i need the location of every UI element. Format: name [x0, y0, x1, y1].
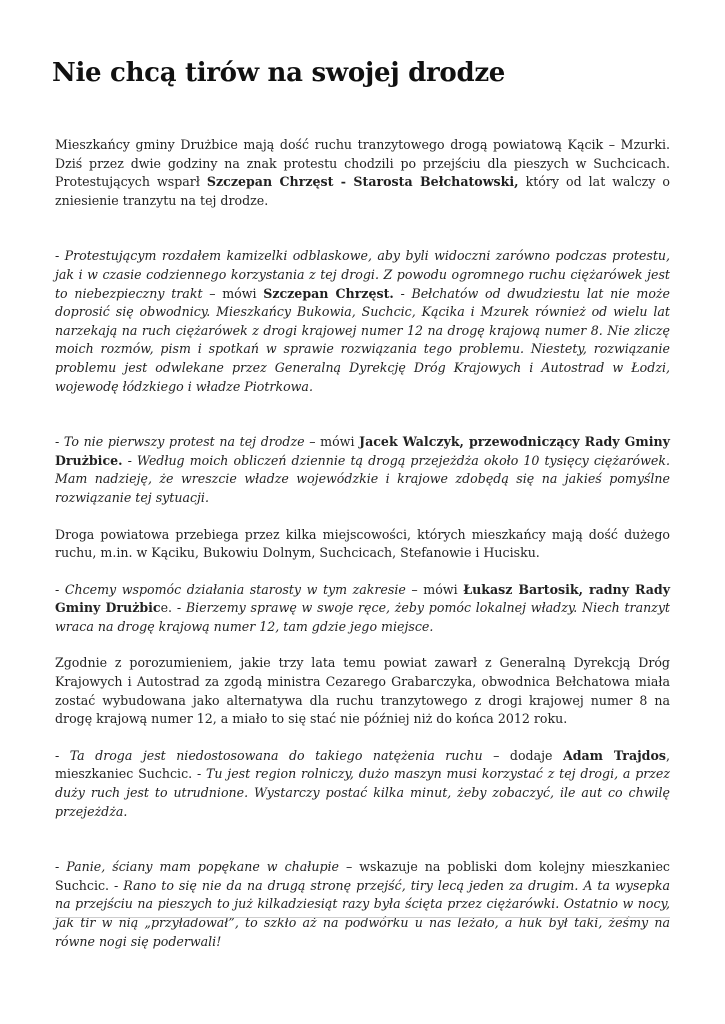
paragraph-quote-trajdos	[55, 747, 670, 821]
text-run: – wskazuje na pobliski dom kolejny mieszkaniec Suchcic.	[55, 859, 670, 893]
quote-text: - Bełchatów od dwudziestu lat nie może doprosić się obwodnicy. Mieszkańcy Bukowia, Suchcic, Kącika i Mzurek również od wielu lat narzekają na ruch ciężarówek z drogi krajowej numer 12 na drogę krajową numer 8. Nie zliczę moich rozmów, pism i spotkań w sprawie rozwiązania tego problemu. Niestety, rozwiązanie problemu jest odwlekane przez Generalną Dyrekcję Dróg Krajowych i Autostrad w Łodzi, wojewodę łódzkiego i władze Piotrkowa.	[55, 285, 671, 394]
person-name: Szczepan Chrzęst - Starosta Bełchatowski,	[206, 174, 519, 190]
article-title: Nie chcą tirów na swojej drodze	[52, 58, 506, 88]
text-run: – mówi	[304, 434, 360, 450]
article-body	[55, 136, 670, 951]
paragraph-quote-bartosik	[55, 581, 670, 637]
text-run: który od lat walczy o zniesienie tranzytu na tej drodze.	[55, 174, 670, 208]
quote-text: - Panie, ściany mam popękane w chałupie	[55, 859, 339, 875]
quote-text: - Bierzemy sprawę w swoje ręce, żeby pomóc lokalnej władzy. Niech tranzyt wraca na drogę krajową numer 12, tam gdzie jego miejsce.	[55, 600, 670, 634]
text-run: – mówi	[405, 581, 464, 597]
text-run: – dodaje	[482, 747, 563, 763]
quote-text: - Tu jest region rolniczy, dużo maszyn musi korzystać z tej drogi, a przez duży ruch jest to utrudnione. Wystarczy postać kilka minut, żeby zobaczyć, ile aut co chwilę przejeżdża.	[55, 766, 671, 819]
paragraph-intro	[55, 136, 670, 210]
text-run: Mieszkańcy gminy Drużbice mają dość ruchu tranzytowego drogą powiatową Kącik – Mzurki. Dziś przez dwie godziny na znak protestu chodzili po przejściu dla pieszych w Suchcicach. Protestujących wsparł	[55, 137, 670, 190]
person-name: Szczepan Chrzęst.	[263, 285, 394, 301]
quote-text: - Chcemy wspomóc działania starosty w tym zakresie	[55, 581, 406, 597]
quote-text: - Według moich obliczeń dziennie tą drogą przejeżdża około 10 tysięcy ciężarówek. Mam nadzieję, że wreszcie władze wojewódzkie i krajowe zdobędą się na jakieś pomyślne rozwiązanie tej sytuacji.	[55, 452, 670, 505]
quote-text: - Rano to się nie da na drugą stronę przejść, tiry lecą jeden za drugim. A ta wysepka na przejściu na pieszych to już kilkadziesiąt razy była ścięta przez ciężarówki. Ostatnio w nocy, jak tir w nią „przyładował”, to szkło aż na podwórku u nas leżało, a huk był taki, żeśmy na równe nogi się poderwali!	[55, 877, 670, 949]
paragraph-road-info: Droga powiatowa przebiega przez kilka miejscowości, których mieszkańcy mają dość dużego ruchu, m.in. w Kąciku, Bukowiu Dolnym, Suchcicach, Stefanowie i Hucisku.	[55, 526, 670, 561]
paragraph-quote-starosta	[55, 247, 670, 396]
paragraph-quote-walczyk	[55, 433, 670, 507]
person-name: Jacek Walczyk, przewodniczący Rady Gminy Drużbice.	[55, 434, 670, 468]
quote-text: - Ta droga jest niedostosowana do takiego natężenia ruchu	[55, 747, 483, 763]
text-run: – mówi	[202, 285, 264, 301]
quote-text: - To nie pierwszy protest na tej drodze	[55, 434, 305, 450]
footer-divider	[55, 917, 670, 918]
person-name: Adam Trajdos	[562, 747, 666, 763]
person-name: Łukasz Bartosik, radny Rady Gminy Drużbic	[55, 581, 671, 616]
paragraph-agreement: Zgodnie z porozumieniem, jakie trzy lata temu powiat zawarł z Generalną Dyrekcją Dróg Krajowych i Autostrad za zgodą ministra Cezarego Grabarczyka, obwodnica Bełchatowa miała zostać wybudowana jako alternatywa dla ruchu tranzytowego z drogi krajowej numer 8 na drogę krajową numer 12, a miało to się stać nie później niż do końca 2012 roku.	[55, 655, 670, 727]
paragraph-quote-resident	[55, 858, 670, 951]
quote-text: - Protestującym rozdałem kamizelki odblaskowe, aby byli widoczni zarówno podczas protestu, jak i w czasie codziennego korzystania z tej drogi. Z powodu ogromnego ruchu ciężarówek jest to niebezpieczny trakt	[55, 248, 670, 301]
text-run: , mieszkaniec Suchcic.	[55, 747, 670, 782]
text-run: e.	[160, 600, 173, 616]
